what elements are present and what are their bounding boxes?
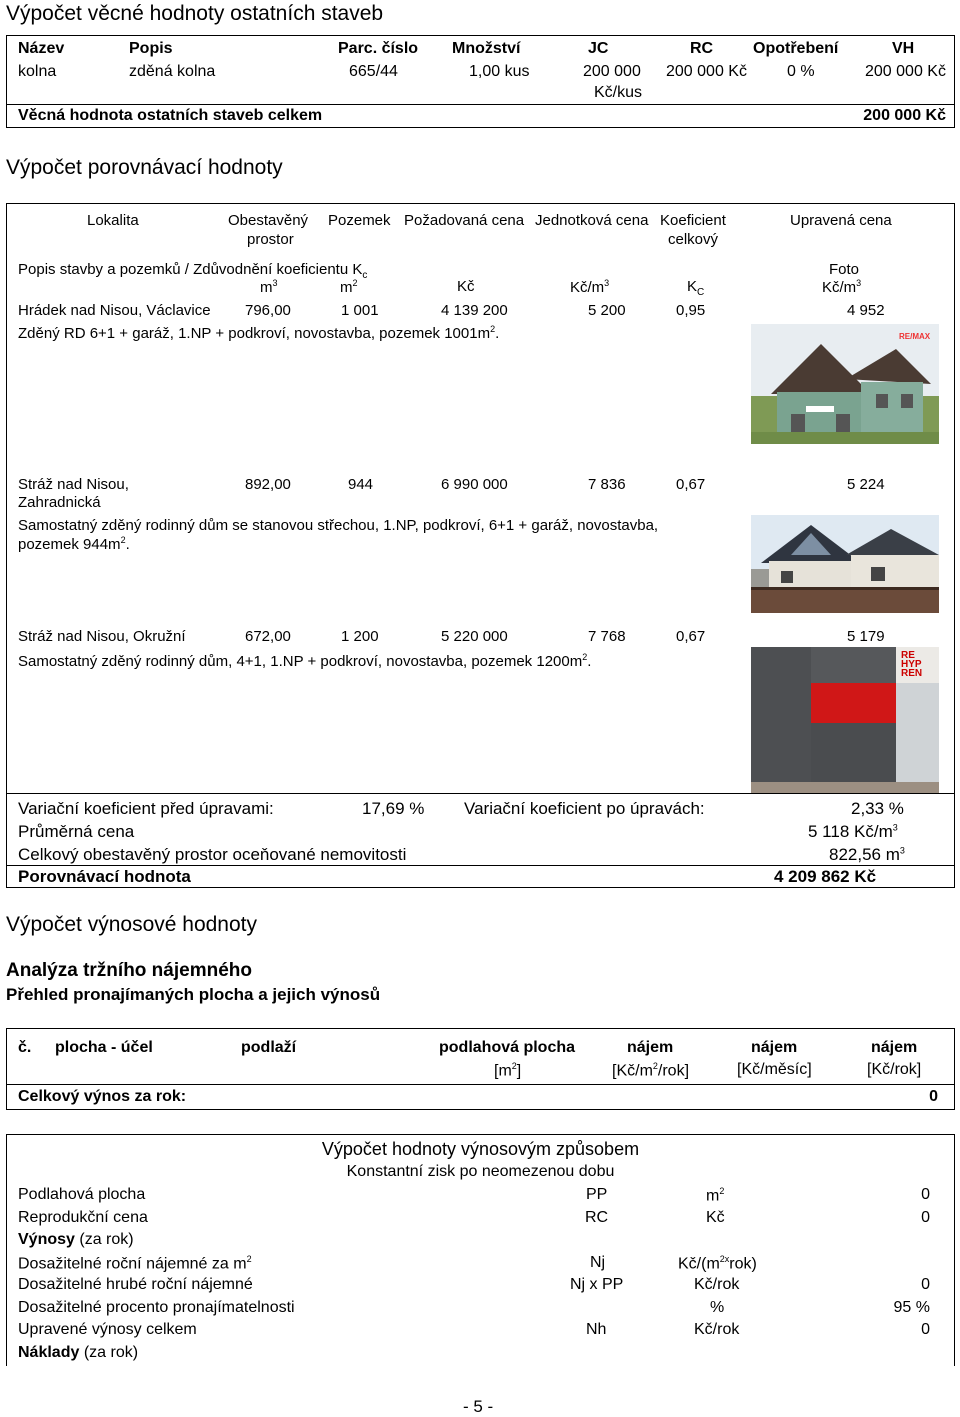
row3-cena: 5 220 000 xyxy=(441,628,508,645)
row2-pozemek: 944 xyxy=(348,476,374,493)
row-reprodukcni-cena-sym: RC xyxy=(585,1209,609,1226)
unit-m2: $[m^2]$ xyxy=(494,1061,522,1080)
unit-kc-m3-upravena: $Kč/m^3$ xyxy=(822,278,862,296)
unit-kc-m2-rok: $[Kč/m^2/rok]$ xyxy=(612,1061,690,1080)
row-procento-unit: % xyxy=(710,1299,725,1316)
header-podlazi: podlaží xyxy=(241,1039,297,1056)
row-reprodukcni-cena-label: Reprodukční cena xyxy=(18,1209,148,1226)
header-pozemek: Pozemek xyxy=(328,212,391,229)
pronajem-table xyxy=(6,1028,955,1110)
row-procento-label: Dosažitelné procento pronajímatelnosti xyxy=(18,1299,295,1316)
row-hrube-najemne-sym: Nj x PP xyxy=(570,1276,624,1293)
unit-kc: Kč xyxy=(457,278,475,295)
header-popis: Popis xyxy=(129,40,173,57)
header-jednotkova-cena: Jednotková cena xyxy=(535,212,649,229)
row-upravene-vynosy-unit: Kč/rok xyxy=(694,1321,740,1338)
row1-jednotkova: 5 200 xyxy=(588,302,626,319)
row-upravene-vynosy-label: Upravené výnosy celkem xyxy=(18,1321,197,1338)
porovnavaci-table xyxy=(6,203,955,888)
row-rocni-najemne-unit: $Kč/(m^{2x}rok)$ xyxy=(678,1254,757,1273)
subtitle-prehled: Přehled pronajímaných plocha a jejich výnosů xyxy=(6,985,381,1004)
var-po-value: 2,33 % xyxy=(851,799,904,818)
row1-cena: 4 139 200 xyxy=(441,302,508,319)
vynosovy-zpusob-table xyxy=(6,1134,955,1366)
row-reprodukcni-cena-unit: Kč xyxy=(706,1209,725,1226)
row-podlahova-plocha-unit: $m^2$ xyxy=(706,1186,725,1205)
celkovy-vynos-value: 0 xyxy=(929,1088,938,1105)
vynosovy-subtitle: Konstantní zisk po neomezenou dobu xyxy=(346,1163,615,1180)
row2-jednotkova: 7 836 xyxy=(588,476,626,493)
header-upravena-cena: Upravená cena xyxy=(790,212,892,229)
ostatni-stavby-table xyxy=(6,35,955,128)
celkovy-vynos-label: Celkový výnos za rok: xyxy=(18,1088,187,1105)
row-nazev: kolna xyxy=(18,63,57,80)
unit-kc-m3: $Kč/m^3$ xyxy=(570,278,610,296)
unit-m3: $m^3$ xyxy=(260,278,278,296)
row3-popis: Samostatný zděný rodinný dům, 4+1, 1.NP + podkroví, novostavba, pozemek $1200m^2$. xyxy=(18,652,592,670)
prumerna-cena-value: 5 118 $Kč/m^3$ xyxy=(808,822,898,841)
header-prostor: prostor xyxy=(247,231,294,248)
header-najem-3: nájem xyxy=(871,1039,918,1056)
row3-lokalita: Stráž nad Nisou, Okružní xyxy=(18,628,186,645)
unit-kc-koef: $K_C$ xyxy=(687,278,705,298)
row2-popis: Samostatný zděný rodinný dům se stanovou střechou, 1.NP, podkroví, 6+1 + garáž, novostavba, xyxy=(18,517,659,534)
row-rocni-najemne-sym: Nj xyxy=(590,1254,606,1271)
unit-m2: $m^2$ xyxy=(340,278,358,296)
row2-popis2: pozemek $944m^2$. xyxy=(18,535,130,553)
subtitle-analyza: Analýza tržního nájemného xyxy=(6,960,252,981)
photo-watermark: RE/MAX xyxy=(899,332,931,341)
row2-lokalita2: Zahradnická xyxy=(18,494,101,511)
row-rocni-najemne-label: Dosažitelné roční nájemné za $m^2$ xyxy=(18,1254,252,1273)
row2-upravena: 5 224 xyxy=(847,476,885,493)
row-jc: 200 000 xyxy=(583,63,641,80)
vynosovy-title: Výpočet hodnoty výnosovým způsobem xyxy=(321,1139,640,1159)
row-upravene-vynosy-value: 0 xyxy=(921,1321,930,1338)
var-po-label: Variační koeficient po úpravách: xyxy=(464,799,705,818)
unit-kc-rok: [Kč/rok] xyxy=(867,1061,922,1078)
section-title-ostatni-stavby: Výpočet věcné hodnoty ostatních staveb xyxy=(6,2,384,25)
prumerna-cena-label: Průměrná cena xyxy=(18,822,135,841)
house-2-drawing xyxy=(751,515,939,613)
header-foto: Foto xyxy=(829,261,860,278)
photo-kitchen-3 xyxy=(751,647,939,794)
row-hrube-najemne-label: Dosažitelné hrubé roční nájemné xyxy=(18,1276,253,1293)
row-hrube-najemne-value: 0 xyxy=(921,1276,930,1293)
section-title-vynosova: Výpočet výnosové hodnoty xyxy=(6,913,257,936)
row1-popis: Zděný RD 6+1 + garáž, 1.NP + podkroví, novostavba, pozemek $1001m^2$. xyxy=(18,324,500,342)
row3-obestaveny: 672,00 xyxy=(245,628,291,645)
row3-pozemek: 1 200 xyxy=(341,628,379,645)
row-naklady-label: Náklady (za rok) xyxy=(18,1344,139,1361)
row1-koef: 0,95 xyxy=(676,302,706,319)
header-najem-2: nájem xyxy=(751,1039,798,1056)
row-hrube-najemne-unit: Kč/rok xyxy=(694,1276,740,1293)
unit-kc-mesic: [Kč/měsíc] xyxy=(737,1061,812,1078)
section-title-porovnavaci: Výpočet porovnávací hodnoty xyxy=(6,156,283,179)
header-mnozstvi: Množství xyxy=(452,40,521,57)
total-value: 200 000 Kč xyxy=(863,107,946,124)
row3-jednotkova: 7 768 xyxy=(588,628,626,645)
row-opotrebeni: 0 % xyxy=(787,63,815,80)
header-rc: RC xyxy=(690,40,714,57)
row3-koef: 0,67 xyxy=(676,628,706,645)
row2-lokalita: Stráž nad Nisou, xyxy=(18,476,129,493)
row-podlahova-plocha-label: Podlahová plocha xyxy=(18,1186,146,1203)
row-podlahova-plocha-sym: PP xyxy=(586,1186,608,1203)
row2-cena: 6 990 000 xyxy=(441,476,508,493)
header-podlahova-plocha: podlahová plocha xyxy=(439,1039,576,1056)
row-procento-value: 95 % xyxy=(893,1299,930,1316)
row-jc-unit: Kč/kus xyxy=(594,84,643,101)
header-c: č. xyxy=(18,1039,32,1056)
row3-upravena: 5 179 xyxy=(847,628,885,645)
porovnavaci-hodnota-label: Porovnávací hodnota xyxy=(18,867,191,886)
row-reprodukcni-cena-value: 0 xyxy=(921,1209,930,1226)
header-pozadovana-cena: Požadovaná cena xyxy=(404,212,525,229)
row2-koef: 0,67 xyxy=(676,476,706,493)
row2-obestaveny: 892,00 xyxy=(245,476,291,493)
porovnavaci-hodnota-value: 4 209 862 Kč xyxy=(774,867,877,886)
row-vynosy-label: Výnosy (za rok) xyxy=(18,1231,134,1248)
header-lokalita: Lokalita xyxy=(87,212,139,229)
row1-lokalita: Hrádek nad Nisou, Václavice xyxy=(18,302,211,319)
row1-pozemek: 1 001 xyxy=(341,302,379,319)
header-opotrebeni: Opotřebení xyxy=(753,40,839,57)
row-rc: 200 000 Kč xyxy=(666,63,747,80)
var-pred-label: Variační koeficient před úpravami: xyxy=(18,799,274,818)
house-1-drawing xyxy=(751,324,939,444)
row-popis: zděná kolna xyxy=(129,63,216,80)
kitchen-drawing xyxy=(751,647,939,794)
header-najem-1: nájem xyxy=(627,1039,674,1056)
obestaveny-prostor-label: Celkový obestavěný prostor oceňované nemovitosti xyxy=(18,845,407,864)
page-number: - 5 - xyxy=(463,1397,494,1416)
photo-logo-text: RE HYP REN xyxy=(901,650,923,679)
row-vh: 200 000 Kč xyxy=(865,63,946,80)
row-parc: 665/44 xyxy=(349,63,398,80)
header-vh: VH xyxy=(892,40,915,57)
row1-upravena: 4 952 xyxy=(847,302,885,319)
header-nazev: Název xyxy=(18,40,65,57)
row-upravene-vynosy-sym: Nh xyxy=(586,1321,607,1338)
header-parc-cislo: Parc. číslo xyxy=(338,40,419,57)
total-label: Věcná hodnota ostatních staveb celkem xyxy=(18,107,323,124)
row-mnozstvi: 1,00 kus xyxy=(469,63,530,80)
header-celkovy: celkový xyxy=(668,231,719,248)
obestaveny-prostor-value: 822,56 $m^3$ xyxy=(829,845,905,864)
row-podlahova-plocha-value: 0 xyxy=(921,1186,930,1203)
header-plocha-ucel: plocha - účel xyxy=(55,1039,153,1056)
row1-obestaveny: 796,00 xyxy=(245,302,291,319)
header-obestaveny: Obestavěný xyxy=(228,212,309,229)
photo-house-1 xyxy=(751,324,939,444)
var-pred-value: 17,69 % xyxy=(362,799,425,818)
photo-house-2 xyxy=(751,515,939,613)
header-koeficient: Koeficient xyxy=(660,212,726,229)
subheader-popis: Popis stavby a pozemků / Zdůvodnění koeficientu $K_c$ xyxy=(18,261,368,281)
header-jc: JC xyxy=(588,40,609,57)
